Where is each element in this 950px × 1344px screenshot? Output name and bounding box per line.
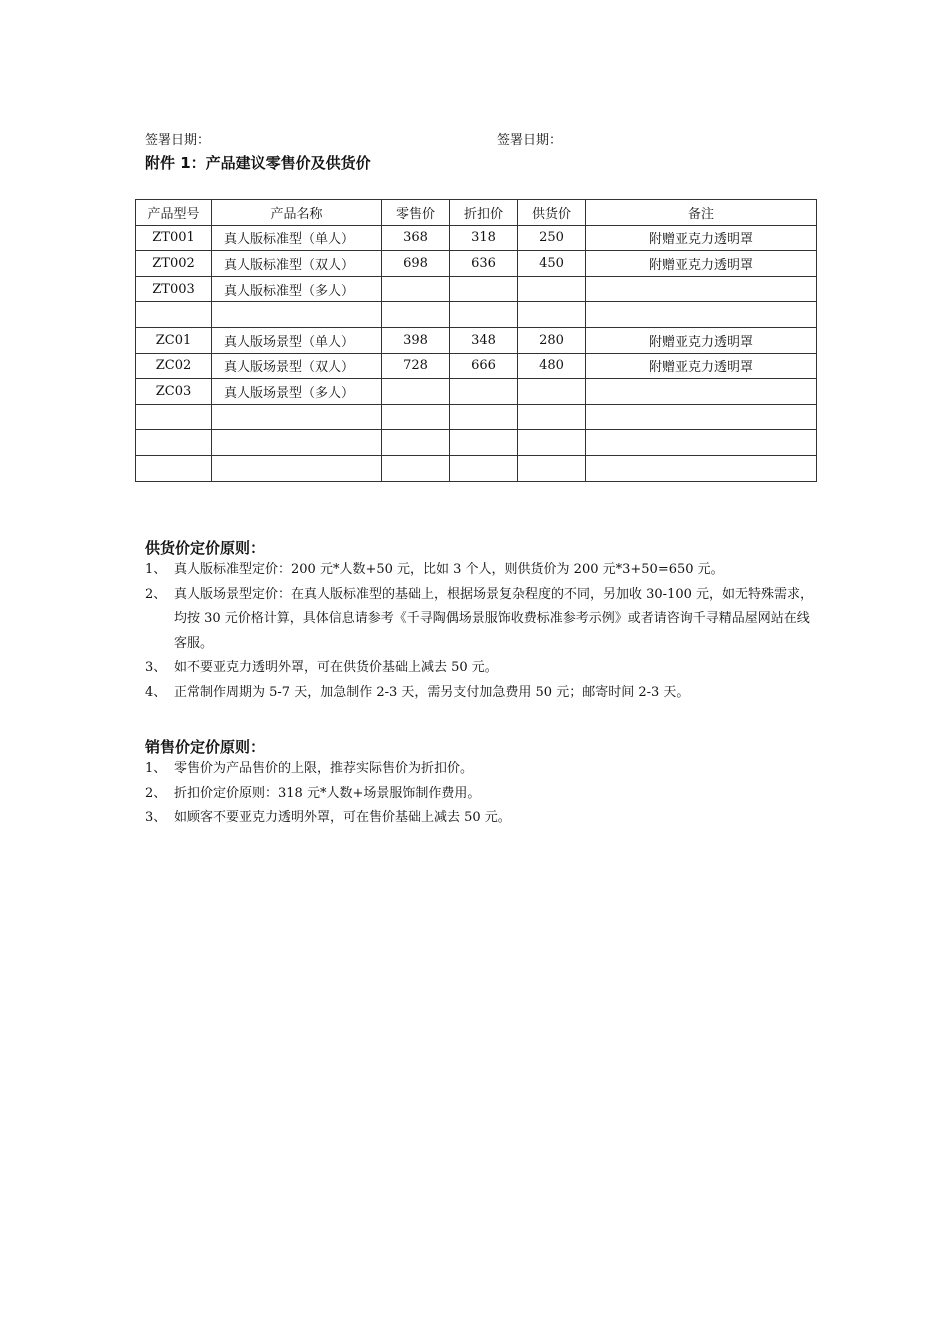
cell-name — [212, 404, 382, 430]
cell-model — [136, 302, 212, 328]
sale-pricing-rules — [145, 757, 815, 831]
cell-remarks: 附赠亚克力透明罩 — [586, 225, 817, 251]
cell-supply: 450 — [518, 251, 586, 277]
cell-retail: 728 — [382, 353, 450, 379]
signature-date-right: 签署日期： — [497, 133, 563, 148]
table-row — [136, 379, 817, 405]
cell-name — [212, 430, 382, 456]
cell-retail — [382, 404, 450, 430]
supply-pricing-rules — [145, 558, 815, 705]
cell-model: ZT003 — [136, 276, 212, 302]
list-item — [145, 681, 815, 706]
cell-discount: 318 — [450, 225, 518, 251]
list-item-text: 正常制作周期为 5-7 天，加急制作 2-3 天，需另支付加急费用 50 元；邮寄时间 2-3 天。 — [174, 684, 690, 700]
cell-model: ZT001 — [136, 225, 212, 251]
cell-name — [212, 302, 382, 328]
cell-supply — [518, 302, 586, 328]
cell-supply — [518, 276, 586, 302]
table-row — [136, 302, 817, 328]
list-item — [145, 757, 815, 782]
cell-retail: 368 — [382, 225, 450, 251]
table-row — [136, 327, 817, 353]
list-item-number: 2、 — [145, 586, 167, 602]
cell-remarks: 附赠亚克力透明罩 — [586, 353, 817, 379]
cell-supply — [518, 455, 586, 481]
list-item-text: 如顾客不要亚克力透明外罩，可在售价基础上减去 50 元。 — [174, 810, 511, 825]
list-item-text: 折扣价定价原则：318 元*人数+场景服饰制作费用。 — [174, 785, 481, 801]
cell-name: 真人版标准型（双人） — [212, 251, 382, 277]
cell-discount — [450, 276, 518, 302]
header-discount-price: 折扣价 — [450, 200, 518, 226]
header-retail-price: 零售价 — [382, 200, 450, 226]
cell-retail: 698 — [382, 251, 450, 277]
supply-pricing-title: 供货价定价原则： — [145, 539, 266, 557]
cell-remarks — [586, 276, 817, 302]
cell-supply — [518, 379, 586, 405]
header-model: 产品型号 — [136, 200, 212, 226]
cell-discount — [450, 404, 518, 430]
cell-discount: 666 — [450, 353, 518, 379]
list-item — [145, 782, 815, 807]
table-row — [136, 225, 817, 251]
cell-name: 真人版标准型（多人） — [212, 276, 382, 302]
list-item-number: 1、 — [145, 562, 167, 577]
list-item-text: 真人版标准型定价：200 元*人数+50 元，比如 3 个人，则供货价为 200 元*3+50=650 元。 — [174, 562, 724, 577]
cell-discount — [450, 379, 518, 405]
cell-retail — [382, 276, 450, 302]
list-item-number: 3、 — [145, 660, 167, 675]
cell-discount: 348 — [450, 327, 518, 353]
cell-retail — [382, 302, 450, 328]
cell-supply — [518, 430, 586, 456]
list-item — [145, 656, 815, 681]
product-price-table — [135, 199, 817, 482]
cell-supply — [518, 404, 586, 430]
cell-model: ZT002 — [136, 251, 212, 277]
list-item-text: 真人版场景型定价：在真人版标准型的基础上，根据场景复杂程度的不同，另加收 30-100 元，如无特殊需求，均按 30 元价格计算，具体信息请参考《千寻陶偶场景服饰收费标准参考示例》或者请咨询千寻精品屋网站在线客服。 — [174, 586, 814, 651]
cell-remarks — [586, 302, 817, 328]
list-item — [145, 583, 815, 657]
cell-model — [136, 430, 212, 456]
cell-name — [212, 455, 382, 481]
sale-pricing-title: 销售价定价原则： — [145, 738, 266, 756]
header-supply-price: 供货价 — [518, 200, 586, 226]
cell-model — [136, 455, 212, 481]
cell-retail — [382, 455, 450, 481]
cell-supply: 280 — [518, 327, 586, 353]
list-item-number: 1、 — [145, 761, 167, 776]
table-row — [136, 404, 817, 430]
cell-name: 真人版场景型（双人） — [212, 353, 382, 379]
signature-date-left: 签署日期： — [145, 133, 211, 148]
table-row — [136, 353, 817, 379]
table-row — [136, 251, 817, 277]
cell-discount — [450, 430, 518, 456]
cell-discount — [450, 455, 518, 481]
table-header-row — [136, 200, 817, 226]
cell-remarks — [586, 455, 817, 481]
cell-model — [136, 404, 212, 430]
attachment-title: 附件 1：产品建议零售价及供货价 — [145, 154, 371, 172]
list-item-number: 2、 — [145, 785, 167, 801]
cell-model: ZC03 — [136, 379, 212, 405]
header-name: 产品名称 — [212, 200, 382, 226]
list-item-number: 3、 — [145, 810, 167, 825]
cell-name: 真人版场景型（单人） — [212, 327, 382, 353]
cell-remarks — [586, 404, 817, 430]
list-item — [145, 806, 815, 831]
list-item-text: 如不要亚克力透明外罩，可在供货价基础上减去 50 元。 — [174, 660, 498, 675]
cell-retail — [382, 430, 450, 456]
cell-retail: 398 — [382, 327, 450, 353]
cell-discount — [450, 302, 518, 328]
list-item-number: 4、 — [145, 684, 167, 700]
cell-supply: 250 — [518, 225, 586, 251]
cell-remarks: 附赠亚克力透明罩 — [586, 327, 817, 353]
cell-name: 真人版标准型（单人） — [212, 225, 382, 251]
table-row — [136, 276, 817, 302]
cell-model: ZC01 — [136, 327, 212, 353]
cell-name: 真人版场景型（多人） — [212, 379, 382, 405]
cell-remarks — [586, 379, 817, 405]
cell-supply: 480 — [518, 353, 586, 379]
cell-model: ZC02 — [136, 353, 212, 379]
header-remarks: 备注 — [586, 200, 817, 226]
cell-discount: 636 — [450, 251, 518, 277]
table-row — [136, 430, 817, 456]
table-row — [136, 455, 817, 481]
list-item-text: 零售价为产品售价的上限，推荐实际售价为折扣价。 — [174, 761, 474, 776]
list-item — [145, 558, 815, 583]
cell-remarks — [586, 430, 817, 456]
cell-remarks: 附赠亚克力透明罩 — [586, 251, 817, 277]
cell-retail — [382, 379, 450, 405]
